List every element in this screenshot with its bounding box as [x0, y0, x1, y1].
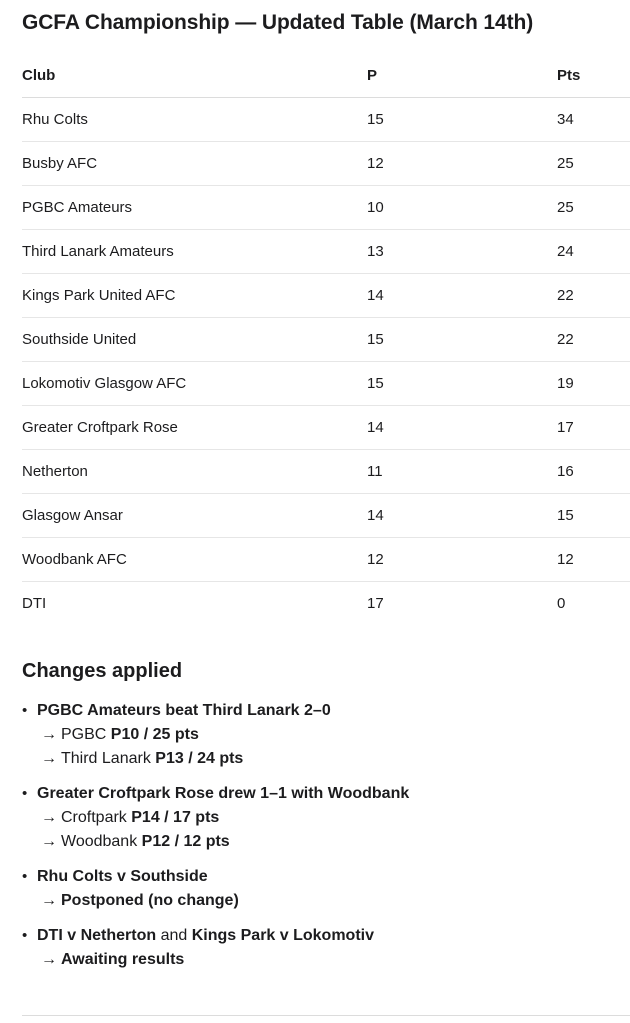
table-row	[22, 538, 630, 582]
change-detail-label: Croftpark	[61, 809, 127, 826]
bullet-icon: •	[22, 702, 28, 719]
change-headline: Rhu Colts v Southside	[37, 868, 208, 885]
played-count: 14	[367, 494, 557, 538]
change-detail-value: P12 / 12 pts	[141, 833, 230, 850]
column-header-played: P	[367, 54, 557, 98]
standings-table	[22, 54, 630, 625]
points-value: 25	[557, 186, 630, 230]
change-detail	[37, 747, 630, 771]
column-header-points: Pts	[557, 54, 630, 98]
points-value: 19	[557, 362, 630, 406]
played-count: 11	[367, 450, 557, 494]
points-value: 22	[557, 274, 630, 318]
change-detail	[37, 830, 630, 854]
bullet-icon: •	[22, 927, 28, 944]
changes-heading: Changes applied	[22, 660, 183, 682]
arrow-right-icon: →	[41, 809, 57, 826]
club-name: PGBC Amateurs	[22, 186, 367, 230]
played-count: 15	[367, 362, 557, 406]
club-name: Woodbank AFC	[22, 538, 367, 582]
arrow-right-icon: →	[41, 833, 57, 850]
table-row	[22, 362, 630, 406]
played-count: 10	[367, 186, 557, 230]
table-row	[22, 274, 630, 318]
club-name: Third Lanark Amateurs	[22, 230, 367, 274]
table-row	[22, 98, 630, 142]
change-detail-value: Awaiting results	[61, 951, 185, 968]
fixture-dti-netherton: DTI v Netherton	[37, 927, 157, 944]
change-detail	[37, 889, 630, 913]
club-name: Lokomotiv Glasgow AFC	[22, 362, 367, 406]
table-row	[22, 318, 630, 362]
table-row	[22, 142, 630, 186]
played-count: 14	[367, 274, 557, 318]
changes-section	[22, 660, 630, 983]
arrow-right-icon: →	[41, 892, 57, 909]
played-count: 12	[367, 538, 557, 582]
played-count: 15	[367, 318, 557, 362]
arrow-right-icon: →	[41, 750, 57, 767]
club-name: Busby AFC	[22, 142, 367, 186]
club-name: DTI	[22, 595, 47, 612]
played-count: 17	[367, 595, 384, 612]
change-detail	[37, 806, 630, 830]
fixture-kingspark-lokomotiv: Kings Park v Lokomotiv	[191, 927, 374, 944]
change-headline: PGBC Amateurs beat Third Lanark 2–0	[37, 702, 331, 719]
club-name: Southside United	[22, 318, 367, 362]
points-value: 22	[557, 318, 630, 362]
change-detail-label: Woodbank	[61, 833, 138, 850]
played-count: 15	[367, 98, 557, 142]
change-item	[22, 924, 630, 972]
club-name: Rhu Colts	[22, 98, 367, 142]
change-detail	[37, 948, 630, 972]
played-count: 12	[367, 142, 557, 186]
table-row	[22, 406, 630, 450]
arrow-right-icon: →	[41, 726, 57, 743]
club-name: Kings Park United AFC	[22, 274, 367, 318]
change-detail-value: P13 / 24 pts	[155, 750, 244, 767]
points-value: 34	[557, 98, 630, 142]
table-row	[22, 582, 630, 626]
divider	[22, 1015, 630, 1016]
change-detail-value: P10 / 25 pts	[110, 726, 199, 743]
table-header-row	[22, 54, 630, 98]
table-row	[22, 450, 630, 494]
change-detail-value: Postponed (no change)	[61, 892, 239, 909]
played-count: 13	[367, 230, 557, 274]
points-value: 12	[557, 538, 630, 582]
change-headline: Greater Croftpark Rose drew 1–1 with Woodbank	[37, 785, 410, 802]
conjunction: and	[160, 927, 188, 944]
points-value: 16	[557, 450, 630, 494]
change-item	[22, 782, 630, 854]
played-count: 14	[367, 406, 557, 450]
table-row	[22, 186, 630, 230]
bullet-icon: •	[22, 785, 28, 802]
table-row	[22, 494, 630, 538]
column-header-club: Club	[22, 54, 367, 98]
change-detail-value: P14 / 17 pts	[131, 809, 220, 826]
points-value: 17	[557, 406, 630, 450]
change-item	[22, 865, 630, 913]
arrow-right-icon: →	[41, 951, 57, 968]
club-name: Netherton	[22, 450, 367, 494]
points-value: 0	[557, 595, 566, 612]
club-name: Glasgow Ansar	[22, 494, 367, 538]
points-value: 15	[557, 494, 630, 538]
change-detail-label: Third Lanark	[61, 750, 151, 767]
points-value: 24	[557, 230, 630, 274]
page-title: GCFA Championship — Updated Table (March 14th)	[22, 11, 534, 34]
change-detail-label: PGBC	[61, 726, 107, 743]
change-item	[22, 699, 630, 771]
table-row	[22, 230, 630, 274]
bullet-icon: •	[22, 868, 28, 885]
change-detail	[37, 723, 630, 747]
points-value: 25	[557, 142, 630, 186]
change-headline	[37, 924, 630, 948]
club-name: Greater Croftpark Rose	[22, 406, 367, 450]
